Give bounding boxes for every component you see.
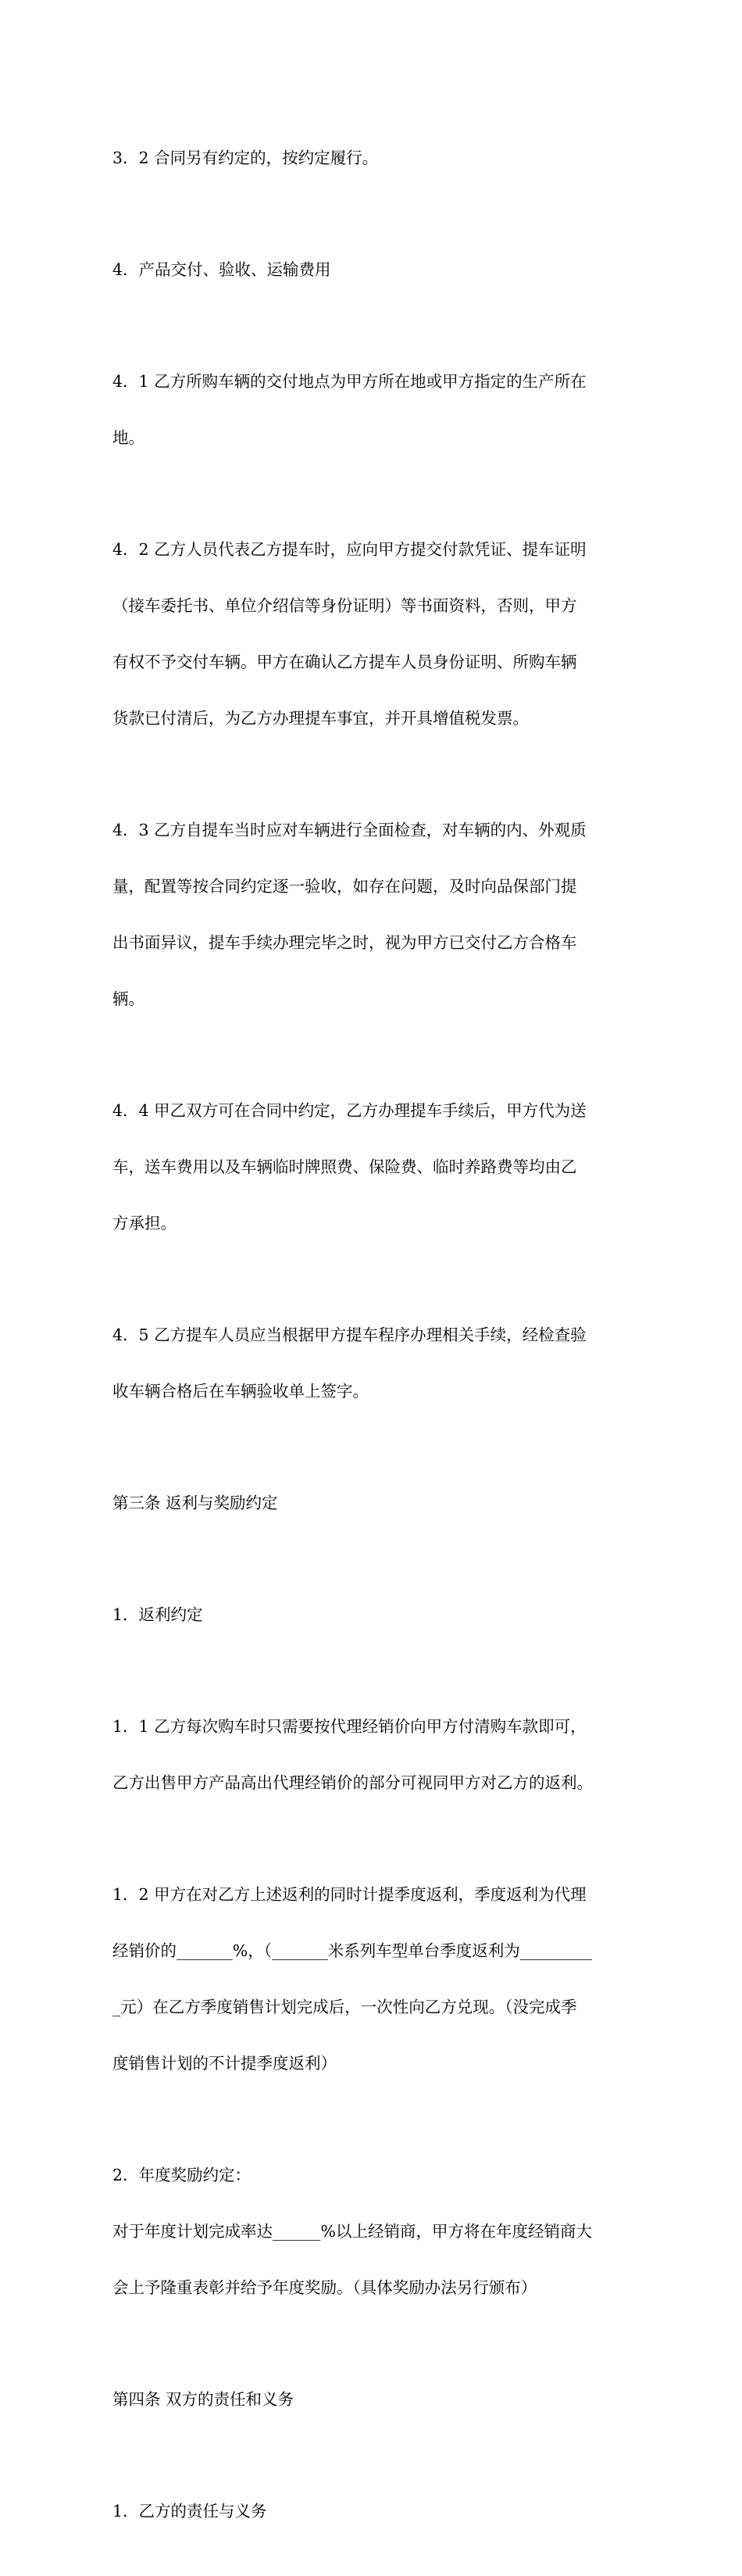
text-line: 辆。 <box>112 989 144 1008</box>
article-4-heading <box>112 2352 633 2446</box>
text-line: 第四条 双方的责任和义务 <box>112 2390 294 2409</box>
clause-3-2 <box>112 111 633 205</box>
text-line: 1．乙方的责任与义务 <box>112 2502 267 2521</box>
text-line: 3．2 合同另有约定的，按约定履行。 <box>112 148 379 167</box>
text-line: 4．4 甲乙双方可在合同中约定，乙方办理提车手续后，甲方代为送 <box>112 1101 587 1120</box>
text-line: 出书面异议，提车手续办理完毕之时，视为甲方已交付乙方合格车 <box>112 933 577 952</box>
text-line: 1．1 乙方每次购车时只需要按代理经销价向甲方付清购车款即可， <box>112 1717 587 1736</box>
text-line: 4．3 乙方自提车当时应对车辆进行全面检查，对车辆的内、外观质 <box>112 821 587 839</box>
text-line: 有权不予交付车辆。甲方在确认乙方提车人员身份证明、所购车辆 <box>112 653 577 671</box>
text-line: 4．1 乙方所购车辆的交付地点为甲方所在地或甲方指定的生产所在 <box>112 372 587 391</box>
clause-4-4 <box>112 1064 633 1270</box>
text-line: 4．2 乙方人员代表乙方提车时，应向甲方提交付款凭证、提车证明 <box>112 540 587 559</box>
text-line: （接车委托书、单位介绍信等身份证明）等书面资料，否则，甲方 <box>112 596 577 615</box>
text-line: 经销价的_______%，（_______米系列车型单台季度返利为_________ <box>112 1941 592 1960</box>
text-line: 量，配置等按合同约定逐一验收，如存在问题，及时向品保部门提 <box>112 877 577 896</box>
clause-4-3 <box>112 783 633 1046</box>
text-line: 车，送车费用以及车辆临时牌照费、保险费、临时养路费等均由乙 <box>112 1157 577 1176</box>
rebate-heading <box>112 1568 633 1662</box>
text-line: 对于年度计划完成率达______%以上经销商，甲方将在年度经销商大 <box>112 2222 592 2241</box>
duties-heading <box>112 2464 633 2558</box>
annual-reward-clause <box>112 2128 633 2334</box>
text-line: _元）在乙方季度销售计划完成后，一次性向乙方兑现。（没完成季 <box>112 1998 577 2016</box>
text-line: 乙方出售甲方产品高出代理经销价的部分可视同甲方对乙方的返利。 <box>112 1773 593 1792</box>
rebate-clause-1-1 <box>112 1680 633 1830</box>
text-line: 方承担。 <box>112 1214 177 1233</box>
article-3-heading <box>112 1456 633 1550</box>
clause-4-1 <box>112 335 633 485</box>
text-line: 货款已付清后，为乙方办理提车事宜，并开具增值税发票。 <box>112 709 529 728</box>
text-line: 度销售计划的不计提季度返利） <box>112 2054 337 2073</box>
text-line: 会上予隆重表彰并给予年度奖励。（具体奖励办法另行颁布） <box>112 2278 537 2297</box>
text-line: 地。 <box>112 428 144 447</box>
text-line: 第三条 返利与奖励约定 <box>112 1494 278 1512</box>
text-line: 4．产品交付、验收、运输费用 <box>112 260 331 279</box>
text-line: 2．年度奖励约定： <box>112 2166 251 2184</box>
document-page <box>112 111 633 2576</box>
text-line: 1．返利约定 <box>112 1605 203 1624</box>
clause-4-5 <box>112 1288 633 1438</box>
text-line: 1．2 甲方在对乙方上述返利的同时计提季度返利，季度返利为代理 <box>112 1885 587 1904</box>
text-line: 收车辆合格后在车辆验收单上签字。 <box>112 1382 369 1401</box>
text-line: 4．5 乙方提车人员应当根据甲方提车程序办理相关手续，经检查验 <box>112 1326 587 1344</box>
rebate-clause-1-2 <box>112 1848 633 2110</box>
clause-4-2 <box>112 503 633 765</box>
section-4-heading <box>112 223 633 317</box>
